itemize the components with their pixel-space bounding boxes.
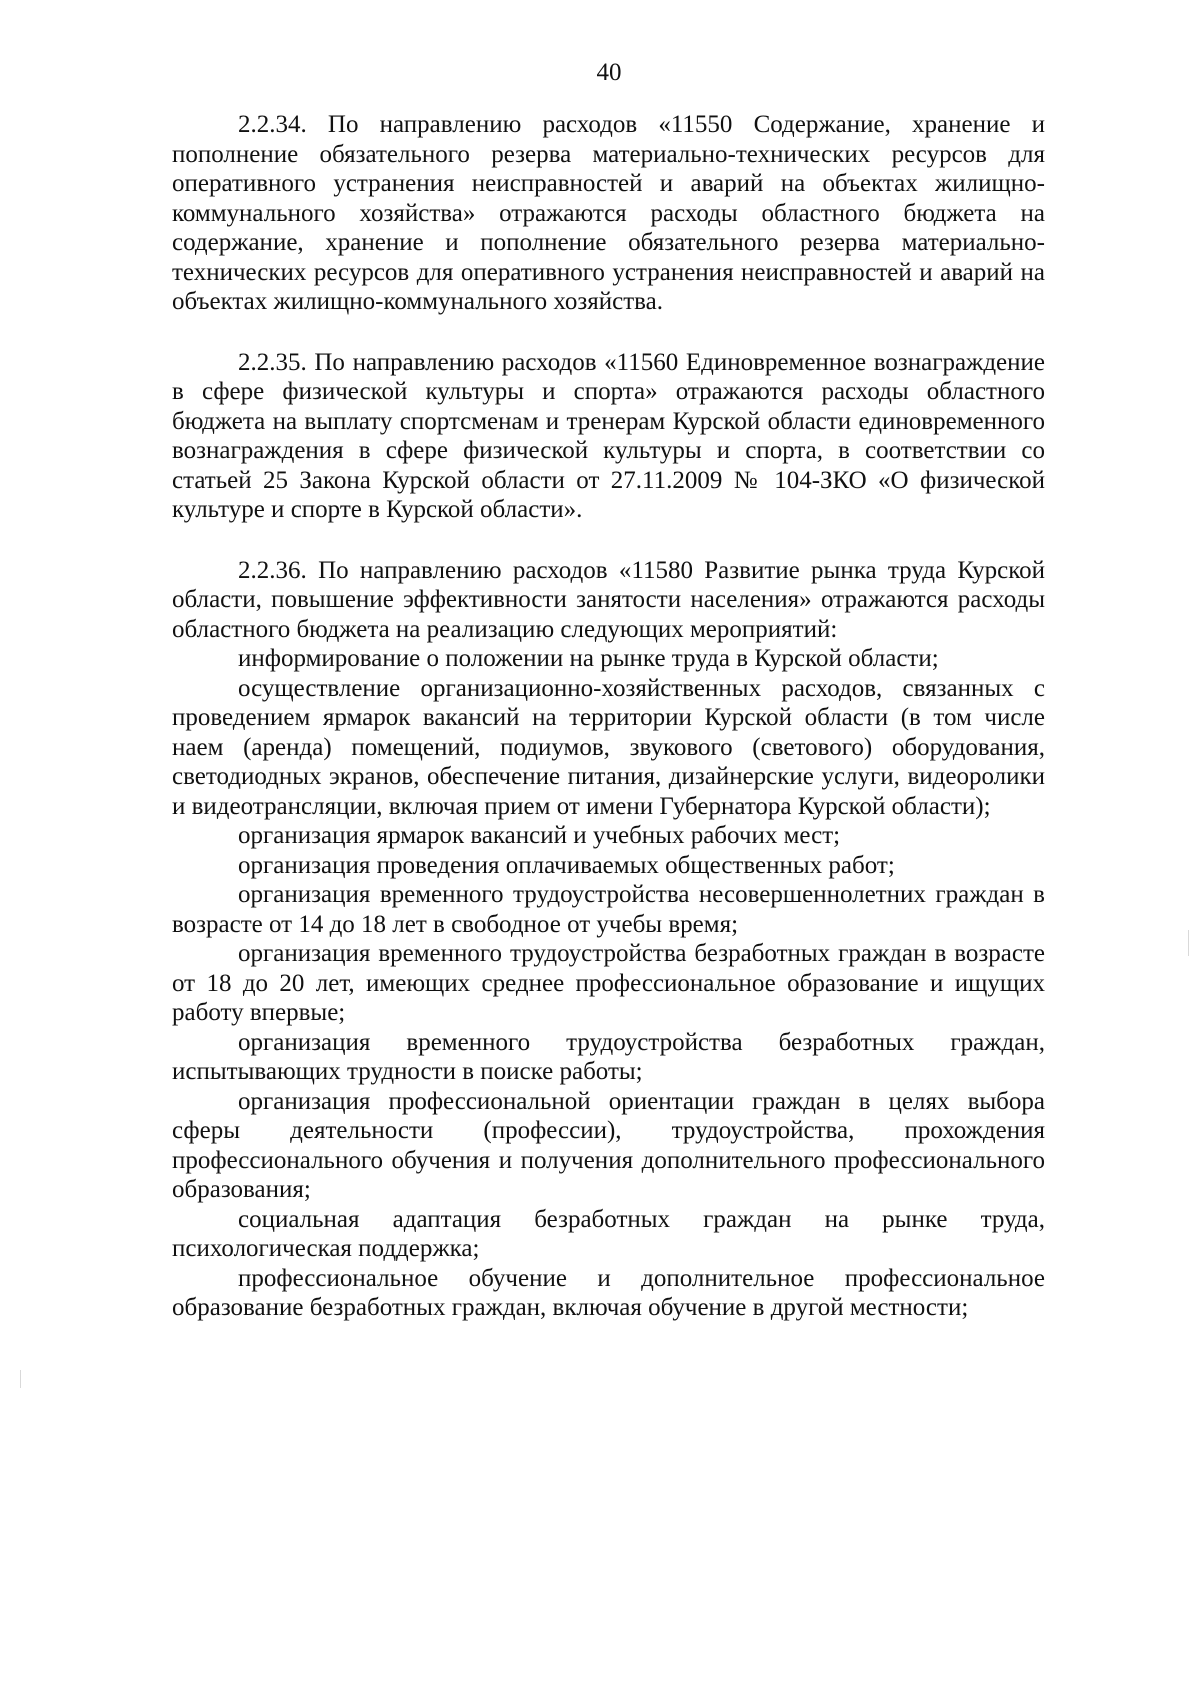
list-item: организация временного трудоустройства безработных граждан в возрасте от 18 до 20 лет, имеющих среднее профессиональное образование и ищущих работу впервые; bbox=[172, 940, 1045, 1026]
section-2-2-34 bbox=[172, 110, 1045, 317]
section-2-2-35 bbox=[172, 348, 1045, 525]
list-item: организация ярмарок вакансий и учебных рабочих мест; bbox=[238, 822, 841, 849]
section-2-2-36 bbox=[172, 556, 1045, 1323]
paragraph: 2.2.34. По направлению расходов «11550 Содержание, хранение и пополнение обязательного резерва материально-технических ресурсов для оперативного устранения неисправностей и аварий на объектах жилищно-коммунального хозяйства» отражаются расходы областного бюджета на содержание, хранение и пополнение обязательного резерва материально-технических ресурсов для оперативного устранения неисправностей и аварий на объектах жилищно-коммунального хозяйства. bbox=[172, 111, 1045, 315]
paragraph: 2.2.35. По направлению расходов «11560 Единовременное вознаграждение в сфере физической культуры и спорта» отражаются расходы областного бюджета на выплату спортсменам и тренерам Курской области единовременного вознаграждения в сфере физической культуры и спорта, в соответствии со статьей 25 Закона Курской области от 27.11.2009 № 104-ЗКО «О физической культуре и спорте в Курской области». bbox=[172, 348, 1045, 523]
document-body bbox=[172, 110, 1045, 1323]
list-item: осуществление организационно-хозяйственных расходов, связанных с проведением ярмарок вакансий на территории Курской области (в том числе наем (аренда) помещений, подиумов, звукового (светового) оборудования, светодиодных экранов, обеспечение питания, дизайнерские услуги, видеоролики и видеотрансляции, включая прием от имени Губернатора Курской области); bbox=[172, 674, 1045, 820]
list-item: информирование о положении на рынке труда в Курской области; bbox=[238, 645, 939, 672]
list-item: организация временного трудоустройства безработных граждан, испытывающих трудности в поиске работы; bbox=[172, 1028, 1045, 1085]
scan-mark bbox=[20, 1370, 21, 1388]
page-number: 40 bbox=[596, 59, 622, 86]
list-item: организация профессиональной ориентации граждан в целях выбора сферы деятельности (профессии), трудоустройства, прохождения профессионального обучения и получения дополнительного профессионального образования; bbox=[172, 1087, 1045, 1203]
list-item: организация временного трудоустройства несовершеннолетних граждан в возрасте от 14 до 18 лет в свободное от учебы время; bbox=[172, 881, 1045, 938]
scan-mark bbox=[1188, 930, 1189, 956]
list-item: организация проведения оплачиваемых общественных работ; bbox=[238, 851, 895, 879]
paragraph: 2.2.36. По направлению расходов «11580 Развитие рынка труда Курской области, повышение эффективности занятости населения» отражаются расходы областного бюджета на реализацию следующих мероприятий: bbox=[172, 556, 1045, 643]
list-item: социальная адаптация безработных граждан на рынке труда, психологическая поддержка; bbox=[172, 1205, 1045, 1262]
list-item: профессиональное обучение и дополнительное профессиональное образование безработных граждан, включая обучение в другой местности; bbox=[172, 1264, 1045, 1321]
